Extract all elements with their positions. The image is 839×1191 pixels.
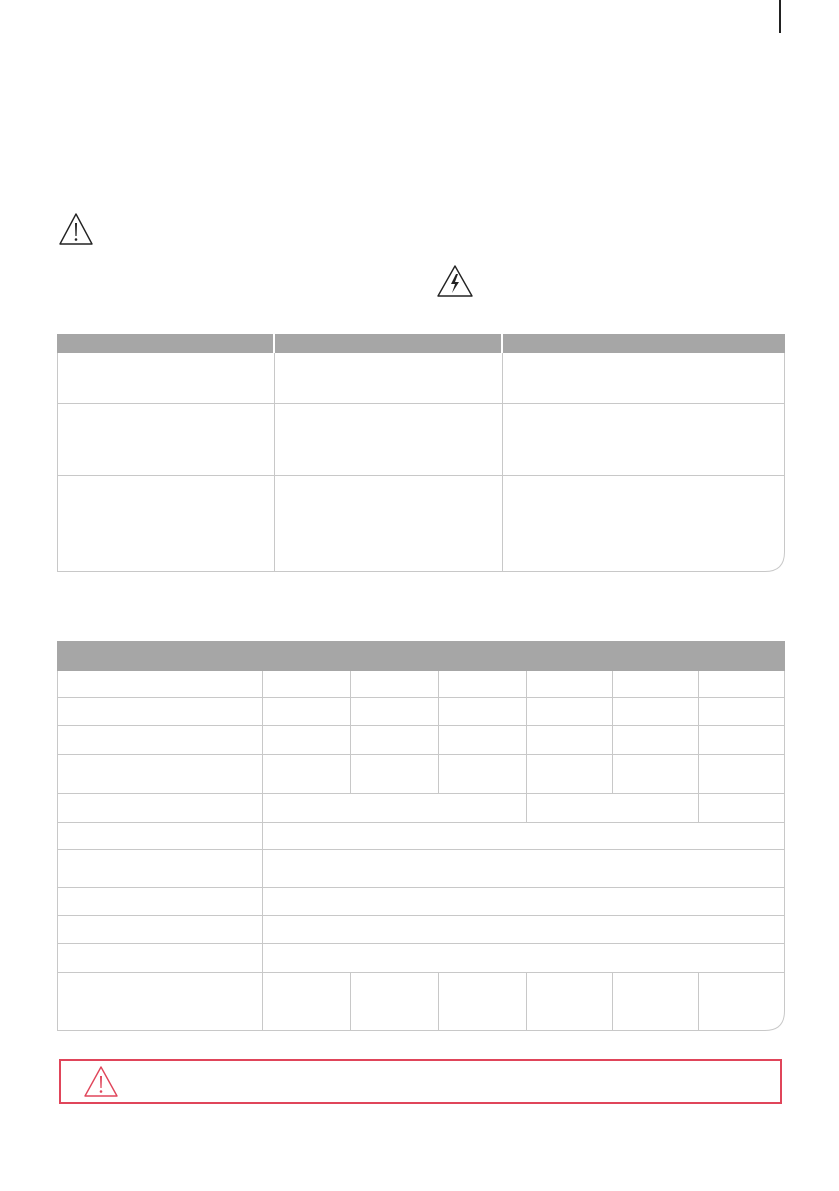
grid-line <box>57 754 785 755</box>
grid-line <box>57 725 785 726</box>
table1-cell <box>58 354 274 403</box>
grid-line <box>57 822 785 823</box>
grid-line <box>526 671 527 822</box>
grid-line <box>784 353 785 549</box>
reference-table-1 <box>57 334 785 572</box>
grid-line <box>350 671 351 793</box>
table1-header-text <box>503 334 785 353</box>
grid-line <box>57 571 762 572</box>
grid-line <box>526 972 527 1031</box>
grid-line <box>350 972 351 1031</box>
grid-line <box>612 972 613 1031</box>
grid-line <box>438 671 439 793</box>
table1-cell <box>58 404 274 475</box>
specifications-table <box>57 641 785 1031</box>
table1-header-text <box>57 334 273 353</box>
table1-header-text <box>275 334 501 353</box>
table1-cell <box>275 476 502 571</box>
table1-cell <box>503 354 784 403</box>
grid-line <box>57 972 785 973</box>
grid-line <box>57 793 785 794</box>
grid-line <box>784 671 785 1010</box>
table1-cell <box>275 404 502 475</box>
grid-line <box>57 1030 763 1031</box>
warning-icon <box>58 211 94 247</box>
table1-cell <box>503 404 784 475</box>
table1-cell <box>58 476 274 571</box>
grid-line <box>57 887 785 888</box>
high-voltage-icon <box>436 263 474 299</box>
grid-line <box>698 671 699 822</box>
grid-line <box>612 671 613 793</box>
grid-corner <box>761 1007 785 1031</box>
table2-header <box>57 641 785 671</box>
margin-rule <box>779 0 781 33</box>
grid-line <box>57 943 785 944</box>
grid-line <box>438 972 439 1031</box>
grid-line <box>57 915 785 916</box>
grid-line <box>698 972 699 1031</box>
table1-cell <box>503 476 784 571</box>
caution-icon <box>83 1065 119 1104</box>
table1-cell <box>275 354 502 403</box>
caution-box <box>59 1059 782 1104</box>
grid-line <box>57 697 785 698</box>
grid-line <box>57 849 785 850</box>
